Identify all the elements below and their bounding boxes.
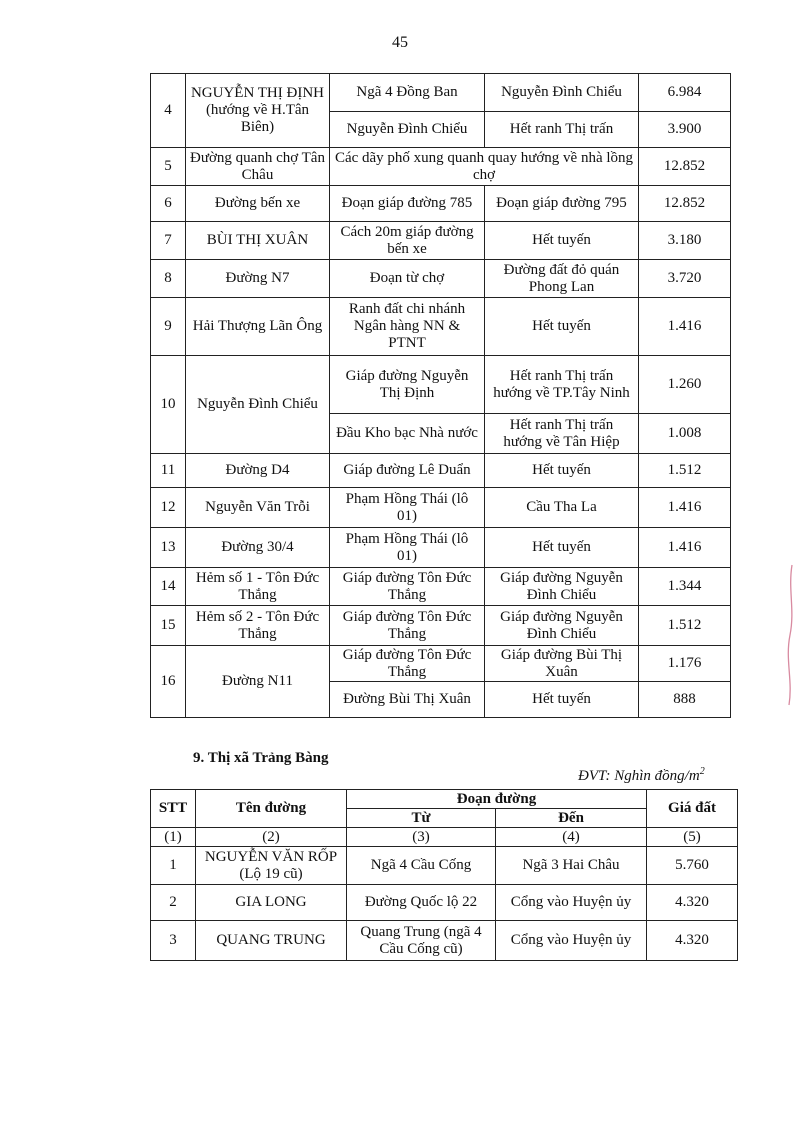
from-cell: Giáp đường Tôn Đức Thắng (330, 606, 485, 646)
from-cell: Phạm Hồng Thái (lô 01) (330, 528, 485, 568)
road-name-cell: BÙI THỊ XUÂN (186, 222, 330, 260)
stt-cell: 11 (151, 454, 186, 488)
stt-cell: 3 (151, 921, 196, 961)
road-name-cell: NGUYỄN THỊ ĐỊNH (hướng về H.Tân Biên) (186, 74, 330, 148)
road-name-cell: QUANG TRUNG (196, 921, 347, 961)
to-cell: Giáp đường Nguyễn Đình Chiểu (485, 606, 639, 646)
to-cell: Hết tuyến (485, 222, 639, 260)
road-name-cell: Hải Thượng Lãn Ông (186, 298, 330, 356)
from-cell: Ngã 4 Cầu Cống (347, 847, 496, 885)
price-cell: 1.344 (639, 568, 731, 606)
table-row (151, 921, 738, 961)
road-name-cell: GIA LONG (196, 885, 347, 921)
price-cell: 1.416 (639, 528, 731, 568)
section-title: 9. Thị xã Trảng Bàng (193, 750, 329, 766)
from-cell: Đoạn giáp đường 785 (330, 186, 485, 222)
road-name-cell: Đường 30/4 (186, 528, 330, 568)
from-cell: Cách 20m giáp đường bến xe (330, 222, 485, 260)
stt-cell: 10 (151, 356, 186, 454)
from-cell: Giáp đường Lê Duẩn (330, 454, 485, 488)
to-cell: Giáp đường Bùi Thị Xuân (485, 646, 639, 682)
from-cell: Phạm Hồng Thái (lô 01) (330, 488, 485, 528)
index-cell: (3) (347, 828, 496, 847)
index-cell: (1) (151, 828, 196, 847)
price-cell: 1.008 (639, 414, 731, 454)
table-row (151, 646, 731, 682)
to-cell: Cổng vào Huyện ủy (496, 885, 647, 921)
to-cell: Hết ranh Thị trấn hướng về TP.Tây Ninh (485, 356, 639, 414)
road-name-cell: Đường D4 (186, 454, 330, 488)
stt-cell: 14 (151, 568, 186, 606)
header-price: Giá đất (647, 790, 738, 828)
table-row (151, 847, 738, 885)
from-cell: Đoạn từ chợ (330, 260, 485, 298)
page-number: 45 (392, 34, 408, 51)
table-row (151, 568, 731, 606)
header-name: Tên đường (196, 790, 347, 828)
stt-cell: 13 (151, 528, 186, 568)
stt-cell: 15 (151, 606, 186, 646)
table-row (151, 606, 731, 646)
from-cell: Giáp đường Tôn Đức Thắng (330, 646, 485, 682)
trang-bang-price-table (150, 789, 738, 961)
stt-cell: 1 (151, 847, 196, 885)
to-cell: Hết tuyến (485, 454, 639, 488)
to-cell: Đường đất đỏ quán Phong Lan (485, 260, 639, 298)
margin-scribble-icon (784, 560, 798, 710)
table-row (151, 454, 731, 488)
to-cell: Hết tuyến (485, 528, 639, 568)
index-cell: (2) (196, 828, 347, 847)
table-row (151, 528, 731, 568)
price-cell: 4.320 (647, 921, 738, 961)
to-cell: Cổng vào Huyện ủy (496, 921, 647, 961)
price-cell: 1.512 (639, 454, 731, 488)
price-cell: 12.852 (639, 186, 731, 222)
table-row (151, 260, 731, 298)
table-row (151, 488, 731, 528)
to-cell: Cầu Tha La (485, 488, 639, 528)
stt-cell: 12 (151, 488, 186, 528)
price-cell: 1.416 (639, 488, 731, 528)
header-from: Từ (347, 809, 496, 828)
road-name-cell: Hẻm số 1 - Tôn Đức Thắng (186, 568, 330, 606)
road-name-cell: Hẻm số 2 - Tôn Đức Thắng (186, 606, 330, 646)
land-price-table-continued (150, 73, 731, 718)
to-cell: Ngã 3 Hai Châu (496, 847, 647, 885)
price-cell: 4.320 (647, 885, 738, 921)
to-cell: Đoạn giáp đường 795 (485, 186, 639, 222)
price-cell: 1.512 (639, 606, 731, 646)
segment-cell: Các dãy phố xung quanh quay hướng về nhà lồng chợ (330, 148, 639, 186)
stt-cell: 6 (151, 186, 186, 222)
road-name-cell: Đường N11 (186, 646, 330, 718)
from-cell: Giáp đường Nguyễn Thị Định (330, 356, 485, 414)
header-to: Đến (496, 809, 647, 828)
to-cell: Hết ranh Thị trấn (485, 112, 639, 148)
price-cell: 1.176 (639, 646, 731, 682)
price-cell: 888 (639, 682, 731, 718)
road-name-cell: Nguyễn Đình Chiểu (186, 356, 330, 454)
table-row (151, 222, 731, 260)
from-cell: Giáp đường Tôn Đức Thắng (330, 568, 485, 606)
stt-cell: 4 (151, 74, 186, 148)
index-cell: (5) (647, 828, 738, 847)
table-row (151, 74, 731, 112)
price-cell: 6.984 (639, 74, 731, 112)
from-cell: Đầu Kho bạc Nhà nước (330, 414, 485, 454)
road-name-cell: Nguyễn Văn Trỗi (186, 488, 330, 528)
stt-cell: 16 (151, 646, 186, 718)
stt-cell: 8 (151, 260, 186, 298)
price-cell: 12.852 (639, 148, 731, 186)
price-cell: 1.416 (639, 298, 731, 356)
price-cell: 1.260 (639, 356, 731, 414)
price-cell: 3.900 (639, 112, 731, 148)
stt-cell: 7 (151, 222, 186, 260)
to-cell: Nguyễn Đình Chiểu (485, 74, 639, 112)
table-row (151, 298, 731, 356)
to-cell: Hết tuyến (485, 682, 639, 718)
from-cell: Nguyễn Đình Chiểu (330, 112, 485, 148)
index-row (151, 828, 738, 847)
from-cell: Quang Trung (ngã 4 Cầu Cống cũ) (347, 921, 496, 961)
unit-note: ĐVT: Nghìn đồng/$m^2$ (578, 766, 705, 784)
to-cell: Giáp đường Nguyễn Đình Chiểu (485, 568, 639, 606)
price-cell: 3.180 (639, 222, 731, 260)
road-name-cell: NGUYỄN VĂN RỐP (Lộ 19 cũ) (196, 847, 347, 885)
stt-cell: 2 (151, 885, 196, 921)
table-row (151, 186, 731, 222)
table-row (151, 885, 738, 921)
table-row (151, 356, 731, 414)
from-cell: Ngã 4 Đồng Ban (330, 74, 485, 112)
table-row (151, 148, 731, 186)
from-cell: Ranh đất chi nhánh Ngân hàng NN & PTNT (330, 298, 485, 356)
stt-cell: 9 (151, 298, 186, 356)
to-cell: Hết ranh Thị trấn hướng về Tân Hiệp (485, 414, 639, 454)
road-name-cell: Đường quanh chợ Tân Châu (186, 148, 330, 186)
to-cell: Hết tuyến (485, 298, 639, 356)
road-name-cell: Đường N7 (186, 260, 330, 298)
index-cell: (4) (496, 828, 647, 847)
road-name-cell: Đường bến xe (186, 186, 330, 222)
price-cell: 5.760 (647, 847, 738, 885)
stt-cell: 5 (151, 148, 186, 186)
from-cell: Đường Quốc lộ 22 (347, 885, 496, 921)
price-cell: 3.720 (639, 260, 731, 298)
from-cell: Đường Bùi Thị Xuân (330, 682, 485, 718)
header-stt: STT (151, 790, 196, 828)
header-segment: Đoạn đường (347, 790, 647, 809)
